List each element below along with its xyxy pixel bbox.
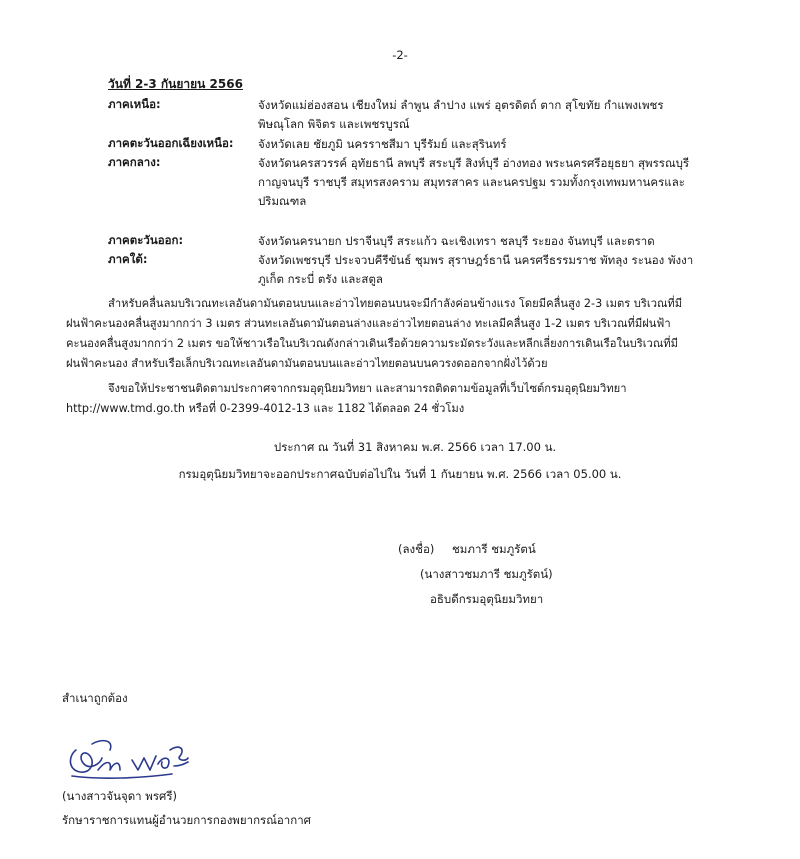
region-provinces: จังหวัดนครนายก ปราจีนบุรี สระแก้ว ฉะเชิงเทรา ชลบุรี ระยอง จันทบุรี และตราด (258, 234, 655, 248)
region-label: ภาคตะวันออกเฉียงเหนือ: (108, 136, 234, 150)
region-provinces: จังหวัดแม่ฮ่องสอน เชียงใหม่ ลำพูน ลำปาง แพร่ อุตรดิตถ์ ตาก สุโขทัย กำแพงเพชร พิษณุโลก พิจิตร และเพชรบูรณ์ (258, 98, 664, 131)
signed-label: (ลงชื่อ) (398, 542, 435, 556)
contact-paragraph: จึงขอให้ประชาชนติดตามประกาศจากกรมอุตุนิยมวิทยา และสามารถติดตามข้อมูลที่เว็บไซต์กรมอุตุนิยมวิทยา http://www.tmd.go.th หรือที่ 0-2399-4012-13 และ 1182 ได้ตลอด 24 ชั่วโมง (66, 382, 627, 415)
copy-signer-title: รักษาราชการแทนผู้อำนวยการกองพยากรณ์อากาศ (62, 813, 311, 827)
region-provinces: จังหวัดเพชรบุรี ประจวบคีรีขันธ์ ชุมพร สุราษฎร์ธานี นครศรีธรรมราช พัทลุง ระนอง พังงา ภูเก็ต กระบี่ ตรัง และสตูล (258, 253, 694, 286)
handwritten-signature (62, 730, 202, 788)
signed-name: ชมภารี ชมภูรัตน์ (452, 542, 536, 556)
region-provinces: จังหวัดเลย ชัยภูมิ นครราชสีมา บุรีรัมย์ และสุรินทร์ (258, 137, 507, 151)
page-number: -2- (392, 48, 408, 62)
region-provinces: จังหวัดนครสวรรค์ อุทัยธานี ลพบุรี สระบุรี สิงห์บุรี อ่างทอง พระนครศรีอยุธยา สุพรรณบุรี กาญจนบุรี ราชบุรี สมุทรสงคราม สมุทรสาคร และนครปฐม รวมทั้งกรุงเทพมหานครและ ปริมณฑล (258, 156, 690, 208)
date-heading: วันที่ 2-3 กันยายน 2566 (108, 77, 243, 91)
region-label: ภาคเหนือ: (108, 97, 161, 111)
region-label: ภาคใต้: (108, 252, 148, 266)
next-announcement: กรมอุตุนิยมวิทยาจะออกประกาศฉบับต่อไปใน วันที่ 1 กันยายน พ.ศ. 2566 เวลา 05.00 น. (178, 467, 622, 481)
region-label: ภาคตะวันออก: (108, 233, 184, 247)
region-label: ภาคกลาง: (108, 155, 161, 169)
copy-signer-name: (นางสาวจันจุดา พรศรี) (62, 789, 177, 803)
announcement-time: ประกาศ ณ วันที่ 31 สิงหาคม พ.ศ. 2566 เวลา 17.00 น. (273, 440, 557, 454)
certified-copy-label: สำเนาถูกต้อง (62, 691, 128, 705)
wave-warning-paragraph: สำหรับคลื่นลมบริเวณทะเลอันดามันตอนบนและอ่าวไทยตอนบนจะมีกำลังค่อนข้างแรง โดยมีคลื่นสูง 2-3 เมตร บริเวณที่มี ฝนฟ้าคะนองคลื่นสูงมากกว่า 3 เมตร ส่วนทะเลอันดามันตอนล่างและอ่าวไทยตอนล่าง ทะเลมีคลื่นสูง 1-2 เมตร บริเวณที่มีฝนฟ้า คะนองคลื่นสูงมากกว่า 2 เมตร ขอให้ชาวเรือในบริเวณดังกล่าวเดินเรือด้วยความระมัดระวังและหลีกเลี่ยงการเดินเรือในบริเวณที่มี ฝนฟ้าคะนอง สำหรับเรือเล็กบริเวณทะเลอันดามันตอนบนและอ่าวไทยตอนบนควรงดออกจากฝั่งไว้ด้วย (66, 297, 683, 370)
